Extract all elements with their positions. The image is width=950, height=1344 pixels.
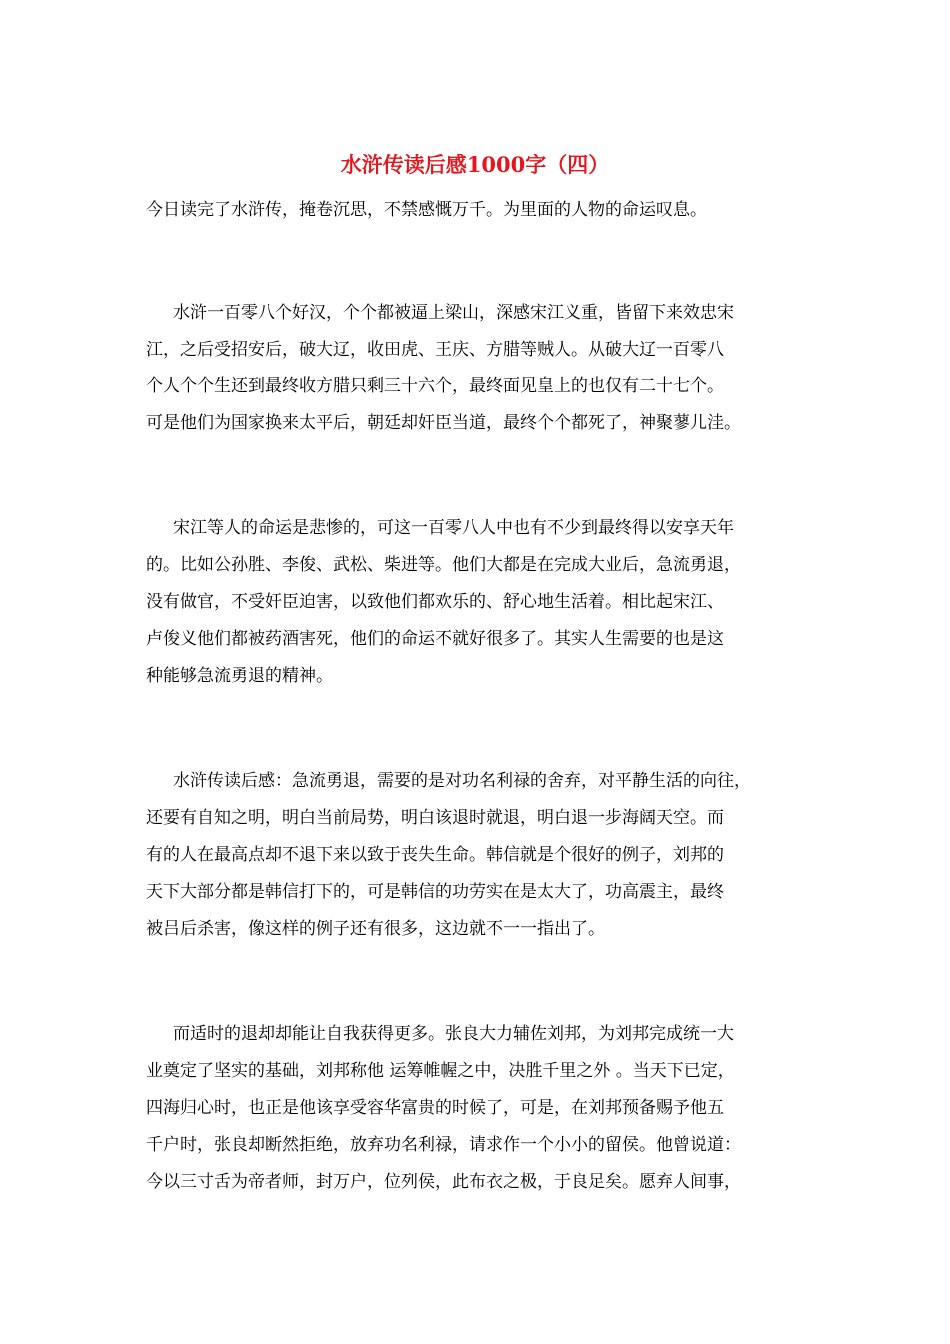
paragraph-3-line-1: 宋江等人的命运是悲惨的，可这一百零八人中也有不少到最终得以安享天年	[173, 518, 734, 538]
paragraph-5-line-1: 而适时的退却却能让自我获得更多。张良大力辅佐刘邦，为刘邦完成统一大	[173, 1024, 734, 1044]
paragraph-3-line-4: 卢俊义他们都被药酒害死，他们的命运不就好很多了。其实人生需要的也是这	[146, 629, 724, 649]
paragraph-3-line-5: 种能够急流勇退的精神。	[146, 666, 333, 686]
paragraph-4-line-3: 有的人在最高点却不退下来以致于丧失生命。韩信就是个很好的例子，刘邦的	[146, 845, 724, 865]
paragraph-5-line-3: 四海归心时，也正是他该享受容华富贵的时候了，可是，在刘邦预备赐予他五	[146, 1098, 724, 1118]
paragraph-1-line-1: 今日读完了水浒传，掩卷沉思，不禁感慨万千。为里面的人物的命运叹息。	[146, 200, 707, 220]
paragraph-5-line-2: 业奠定了坚实的基础，刘邦称他 运筹帷幄之中，决胜千里之外 。当天下已定，	[146, 1061, 735, 1081]
paragraph-5-line-5: 今以三寸舌为帝者师，封万户，位列侯，此布衣之极，于良足矣。愿弃人间事，	[146, 1172, 741, 1192]
paragraph-2-line-3: 个人个个生还到最终收方腊只剩三十六个，最终面见皇上的也仅有二十七个。	[146, 376, 724, 396]
paragraph-4-line-1: 水浒传读后感：急流勇退，需要的是对功名利禄的舍弃，对平静生活的向往，	[173, 771, 751, 791]
paragraph-4-line-2: 还要有自知之明，明白当前局势，明白该退时就退，明白退一步海阔天空。而	[146, 808, 724, 828]
paragraph-4-line-4: 天下大部分都是韩信打下的，可是韩信的功劳实在是太大了，功高震主，最终	[146, 882, 724, 902]
paragraph-5-line-4: 千户时，张良却断然拒绝，放弃功名利禄，请求作一个小小的留侯。他曾说道：	[146, 1135, 741, 1155]
paragraph-2-line-2: 江，之后受招安后，破大辽，收田虎、王庆、方腊等贼人。从破大辽一百零八	[146, 340, 724, 360]
paragraph-2-line-4: 可是他们为国家换来太平后，朝廷却奸臣当道，最终个个都死了，神聚蓼儿洼。	[146, 413, 741, 433]
document-title: 水浒传读后感1000字（四）	[340, 152, 610, 177]
paragraph-4-line-5: 被吕后杀害，像这样的例子还有很多，这边就不一一指出了。	[146, 919, 605, 939]
paragraph-2-line-1: 水浒一百零八个好汉，个个都被逼上梁山，深感宋江义重，皆留下来效忠宋	[173, 303, 734, 323]
paragraph-3-line-2: 的。比如公孙胜、李俊、武松、柴进等。他们大都是在完成大业后，急流勇退，	[146, 555, 741, 575]
paragraph-3-line-3: 没有做官，不受奸臣迫害，以致他们都欢乐的、舒心地生活着。相比起宋江、	[146, 592, 724, 612]
